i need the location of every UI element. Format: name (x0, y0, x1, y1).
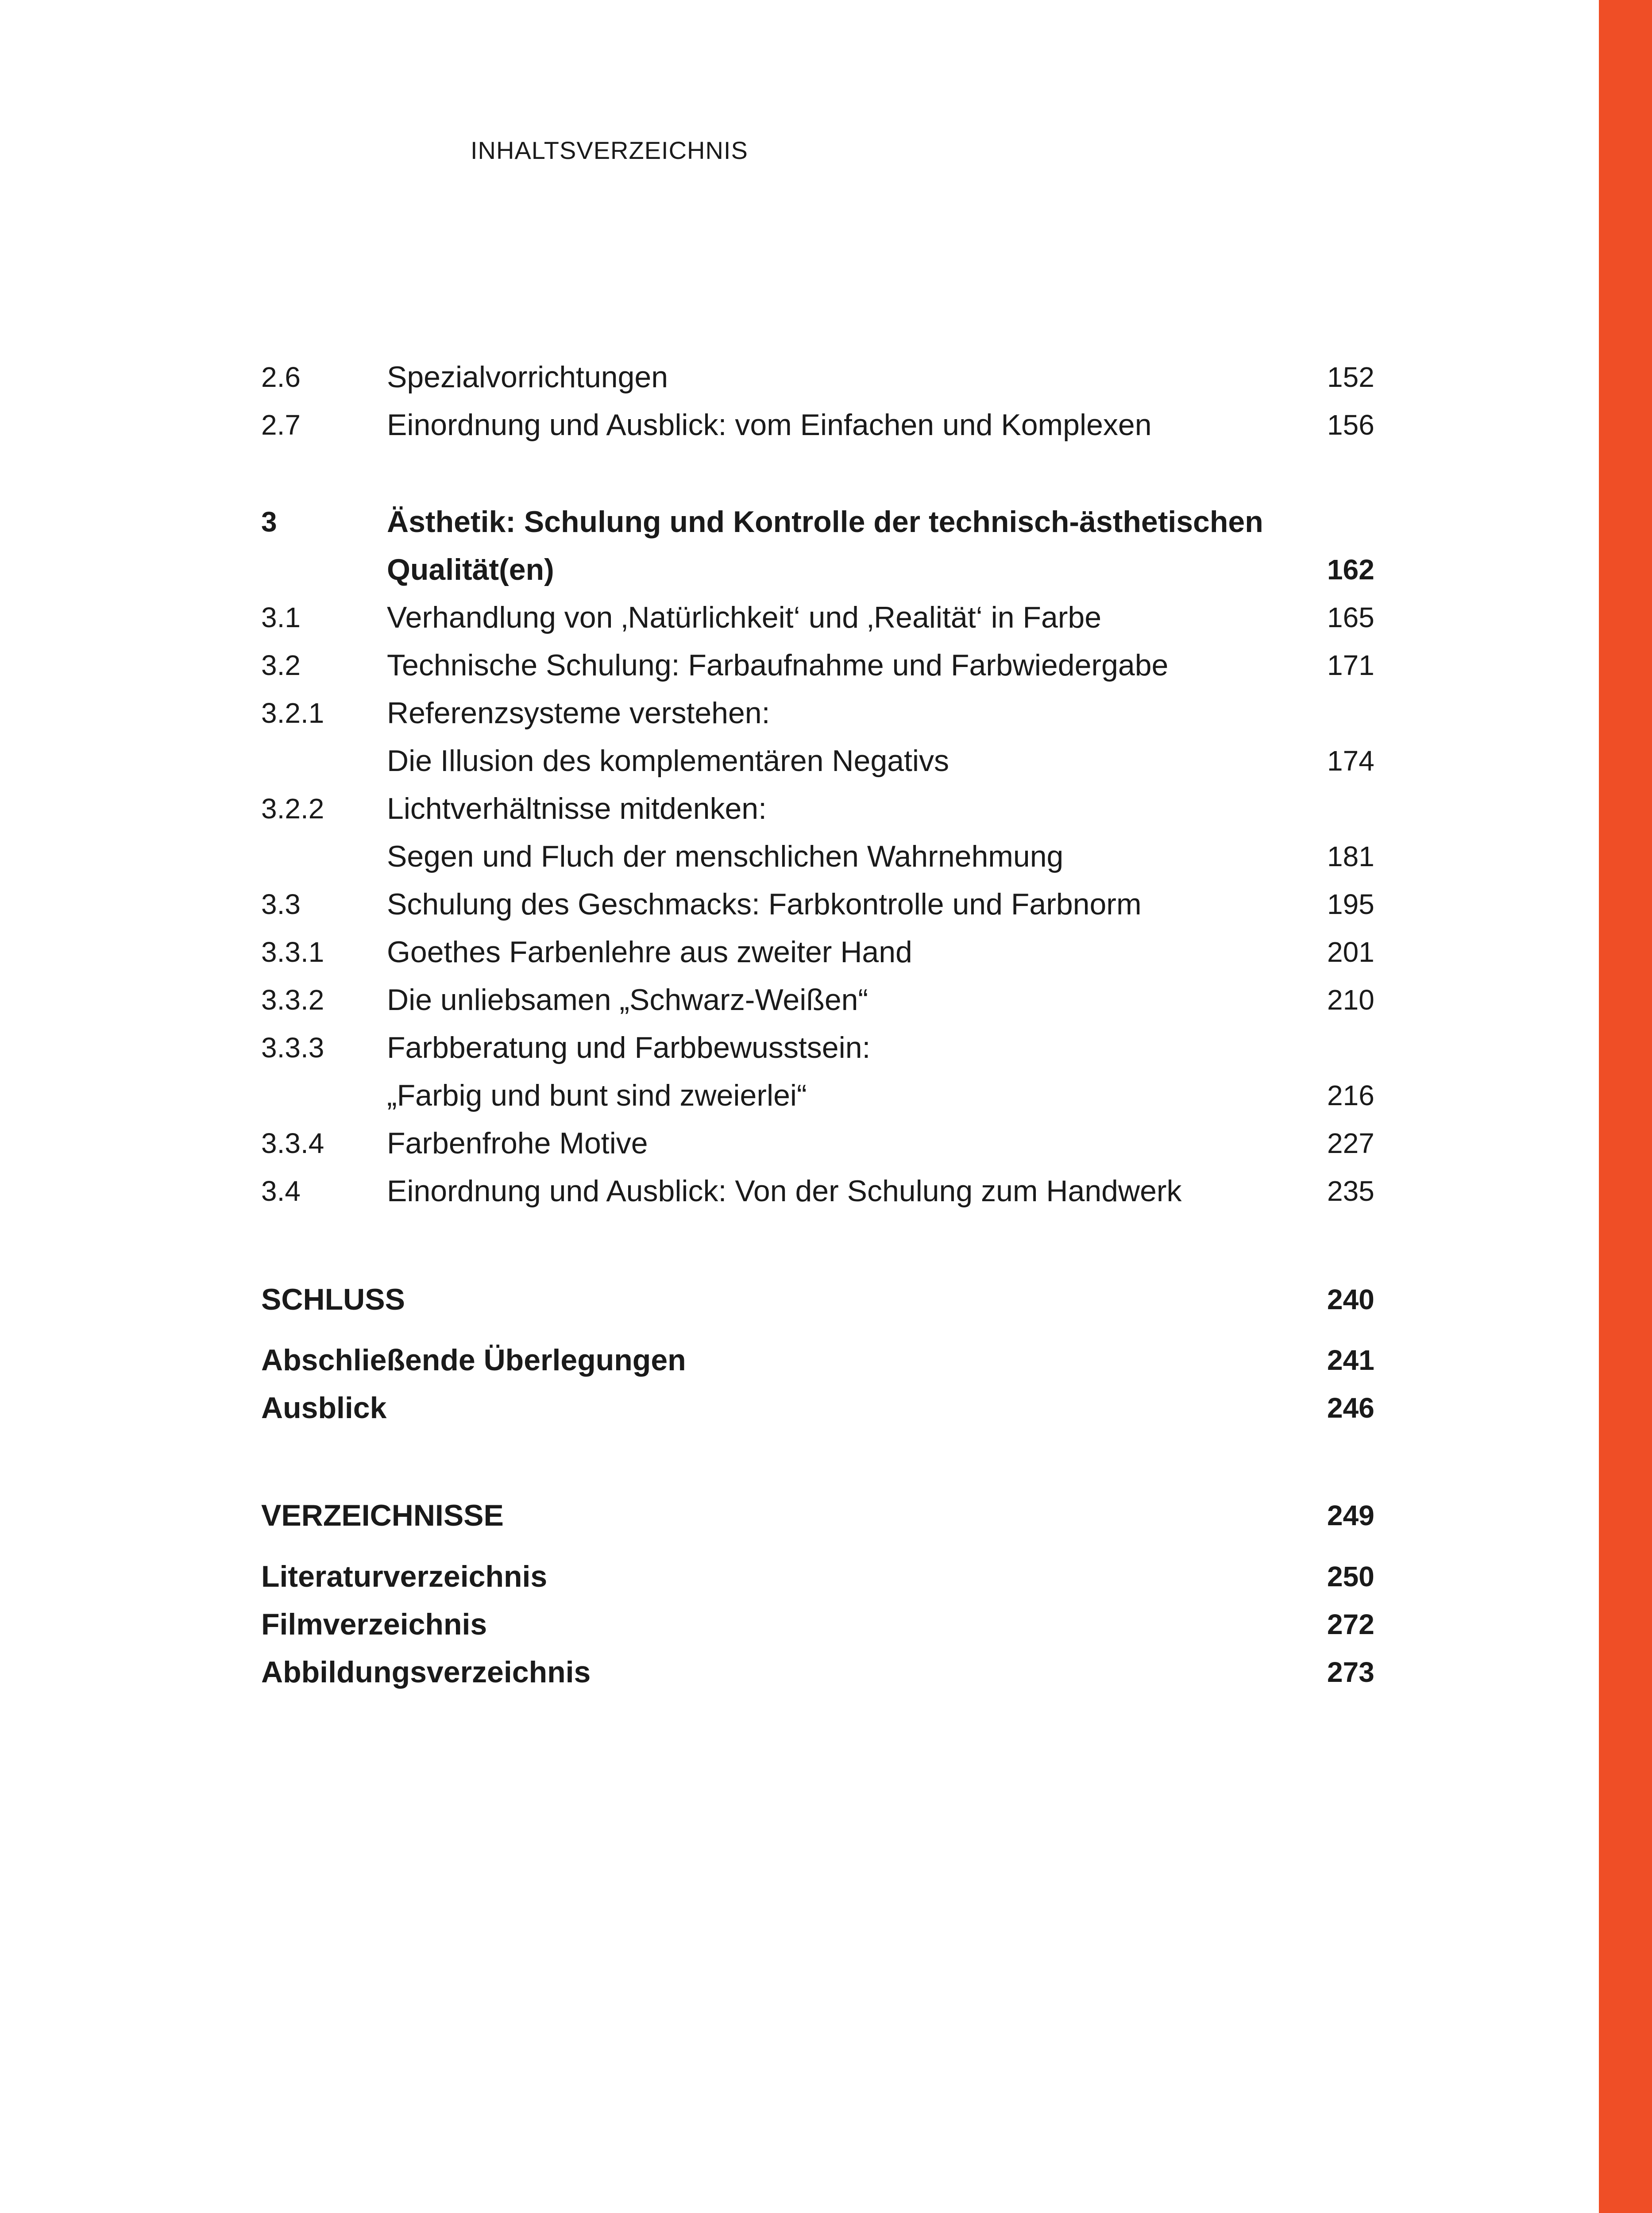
section-title: Die Illusion des komplementären Negativs (387, 744, 949, 778)
page-number: 250 (1327, 1561, 1374, 1592)
chapter-page-number: 162 (1327, 554, 1374, 586)
toc-entry-3-3-2[interactable] (0, 976, 1594, 1024)
section-number: 3.3.4 (261, 1127, 324, 1159)
section-title: Goethes Farbenlehre aus zweiter Hand (387, 935, 912, 969)
toc-verzeichnisse-heading[interactable] (0, 1492, 1594, 1539)
page-number: 240 (1327, 1284, 1374, 1315)
toc-entry-3-2[interactable] (0, 641, 1594, 689)
page-number: 249 (1327, 1500, 1374, 1531)
section-title: Schulung des Geschmacks: Farbkontrolle und Farbnorm (387, 887, 1142, 921)
section-number: 3.3.3 (261, 1032, 324, 1064)
section-title: „Farbig und bunt sind zweierlei“ (387, 1079, 807, 1112)
running-head: INHALTSVERZEICHNIS (471, 136, 748, 164)
page-number: 201 (1327, 936, 1374, 968)
part-title: SCHLUSS (261, 1283, 405, 1316)
page-number: 174 (1327, 745, 1374, 777)
section-number: 3.1 (261, 601, 301, 633)
toc-entry-3-3-1[interactable] (0, 928, 1594, 976)
toc-entry-3-3-3-cont[interactable] (0, 1072, 1594, 1119)
section-title: Segen und Fluch der menschlichen Wahrnehmung (387, 840, 1064, 873)
section-title: Einordnung und Ausblick: vom Einfachen und Komplexen (387, 408, 1152, 442)
section-title: Filmverzeichnis (261, 1608, 487, 1641)
section-number: 3.3.2 (261, 984, 324, 1016)
section-title: Referenzsysteme verstehen: (387, 696, 770, 730)
page-number: 195 (1327, 888, 1374, 920)
toc-entry-3-3-4[interactable] (0, 1119, 1594, 1167)
accent-side-bar (1599, 0, 1652, 2213)
page-number: 272 (1327, 1608, 1374, 1640)
page-number: 152 (1327, 361, 1374, 393)
page-number: 216 (1327, 1080, 1374, 1111)
page-number: 241 (1327, 1344, 1374, 1376)
section-number: 3.2.2 (261, 793, 324, 825)
page-number: 171 (1327, 649, 1374, 681)
section-title: Die unliebsamen „Schwarz-Weißen“ (387, 983, 868, 1017)
page-number: 165 (1327, 601, 1374, 633)
toc-entry-abschliessende-ueberlegungen[interactable] (0, 1336, 1594, 1384)
toc-entry-3-3-3[interactable] (0, 1024, 1594, 1072)
section-title: Einordnung und Ausblick: Von der Schulung zum Handwerk (387, 1174, 1182, 1208)
section-title: Abschließende Überlegungen (261, 1343, 686, 1377)
section-title: Farbenfrohe Motive (387, 1126, 648, 1160)
page-number: 246 (1327, 1392, 1374, 1424)
page-number: 181 (1327, 840, 1374, 872)
chapter-number: 3 (261, 506, 277, 538)
section-title: Lichtverhältnisse mitdenken: (387, 792, 767, 825)
toc-entry-3-2-1[interactable] (0, 689, 1594, 737)
toc-entry-3-1[interactable] (0, 594, 1594, 641)
toc-chapter-3-heading[interactable] (0, 498, 1594, 546)
section-title: Abbildungsverzeichnis (261, 1655, 591, 1689)
toc-entry-3-2-2[interactable] (0, 785, 1594, 833)
toc-entry-2-7[interactable] (0, 401, 1594, 449)
section-number: 3.3.1 (261, 936, 324, 968)
section-title: Ausblick (261, 1391, 387, 1425)
section-title: Spezialvorrichtungen (387, 360, 668, 394)
page-number: 273 (1327, 1656, 1374, 1688)
section-title: Farbberatung und Farbbewusstsein: (387, 1031, 871, 1064)
chapter-title-line1: Ästhetik: Schulung und Kontrolle der technisch-ästhetischen (387, 505, 1263, 539)
toc-entry-abbildungsverzeichnis[interactable] (0, 1648, 1594, 1696)
section-number: 2.7 (261, 409, 301, 441)
section-number: 3.4 (261, 1175, 301, 1207)
page-number: 210 (1327, 984, 1374, 1016)
section-number: 3.2 (261, 649, 301, 681)
section-number: 3.2.1 (261, 697, 324, 729)
toc-schluss-heading[interactable] (0, 1276, 1594, 1323)
toc-entry-3-4[interactable] (0, 1167, 1594, 1215)
section-title: Verhandlung von ‚Natürlichkeit‘ und ‚Realität‘ in Farbe (387, 601, 1102, 634)
toc-entry-3-3[interactable] (0, 880, 1594, 928)
toc-entry-ausblick[interactable] (0, 1384, 1594, 1432)
page-number: 156 (1327, 409, 1374, 441)
section-number: 2.6 (261, 361, 301, 393)
page-number: 227 (1327, 1127, 1374, 1159)
chapter-title-line2: Qualität(en) (387, 553, 554, 586)
toc-entry-2-6[interactable] (0, 353, 1594, 401)
page-number: 235 (1327, 1175, 1374, 1207)
toc-chapter-3-heading-cont[interactable] (0, 546, 1594, 594)
toc-entry-filmverzeichnis[interactable] (0, 1600, 1594, 1648)
section-number: 3.3 (261, 888, 301, 920)
section-title: Technische Schulung: Farbaufnahme und Farbwiedergabe (387, 648, 1169, 682)
toc-entry-literaturverzeichnis[interactable] (0, 1553, 1594, 1600)
toc-entry-3-2-2-cont[interactable] (0, 833, 1594, 880)
section-title: Literaturverzeichnis (261, 1560, 548, 1593)
toc-entry-3-2-1-cont[interactable] (0, 737, 1594, 785)
part-title: VERZEICHNISSE (261, 1499, 504, 1532)
